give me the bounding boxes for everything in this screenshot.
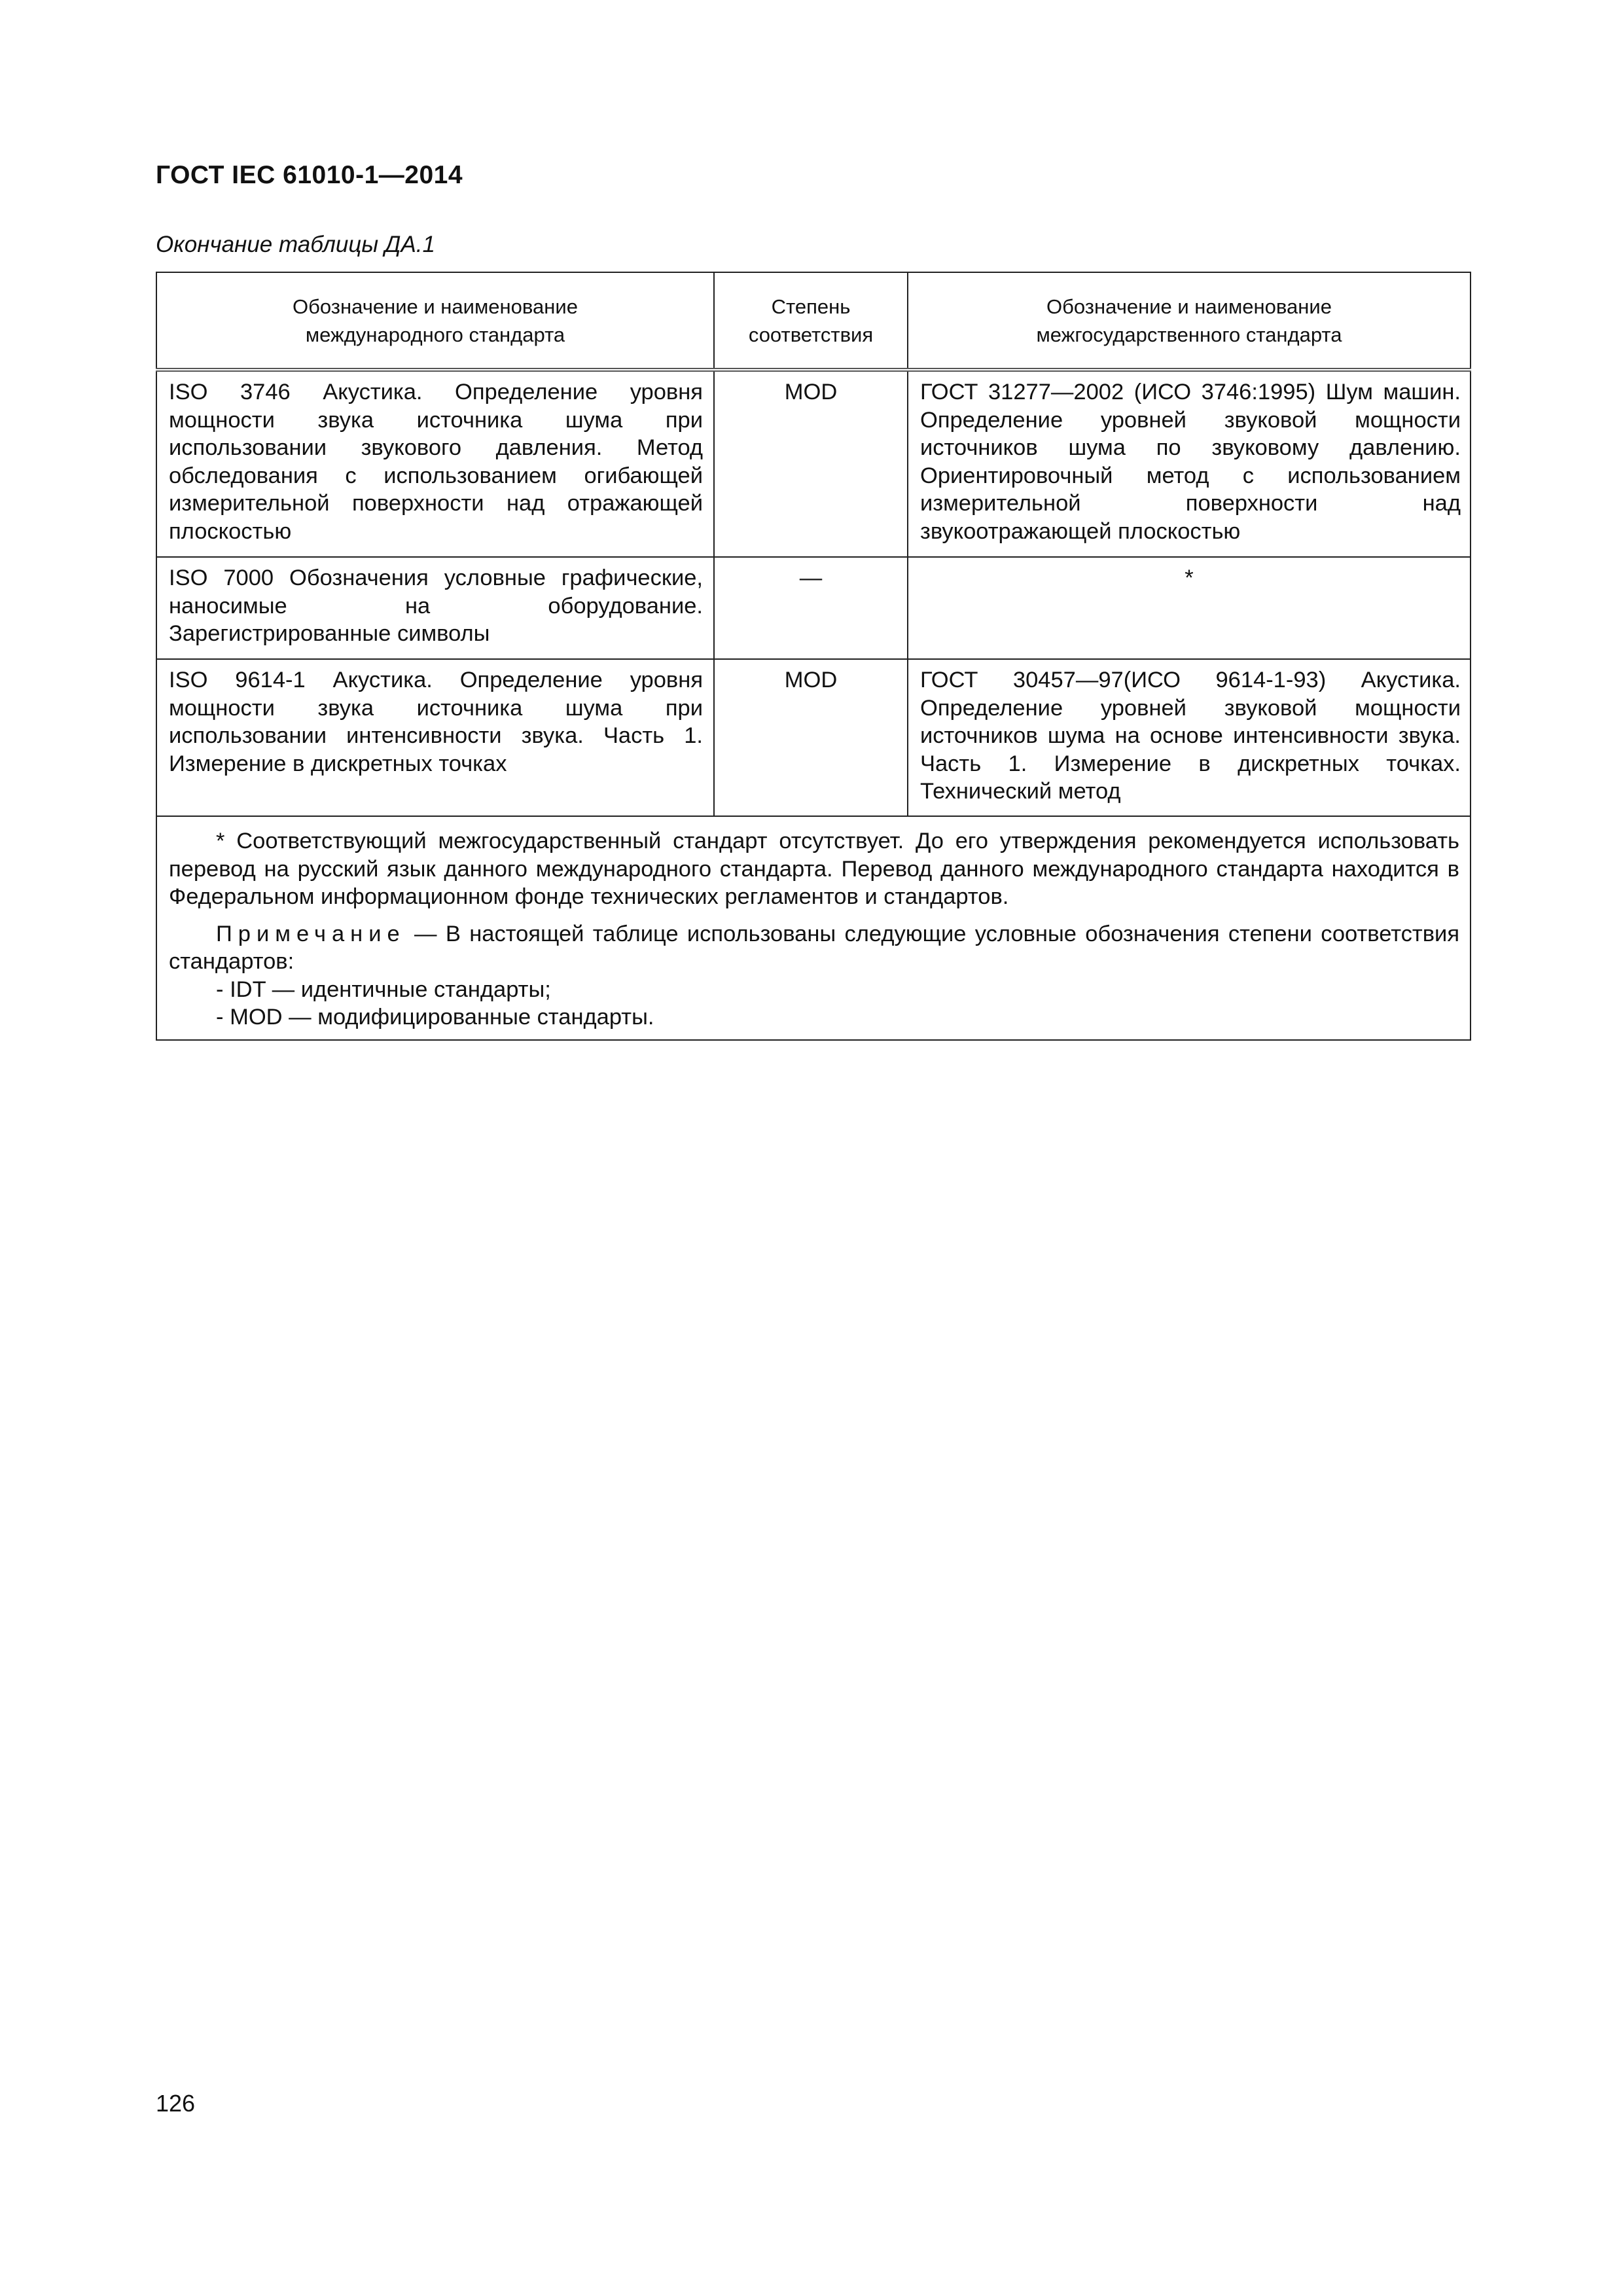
document-header: ГОСТ IEC 61010-1—2014 (156, 161, 463, 189)
footnote-text: * Соответствующий межгосударственный стандарт отсутствует. До его утверждения рекомендуется использовать перевод на русский язык данного международного стандарта. Перевод данного международного стандарта находится в Федеральном информационном фонде технических регламентов и стандартов. (169, 829, 1459, 909)
note-list-item: - MOD — модифицированные стандарты. (216, 1005, 654, 1030)
note-label: Примечание (216, 921, 406, 946)
column-header-international: Обозначение и наименование международного стандарта (156, 272, 714, 370)
note-text: — В настоящей таблице использованы следующие условные обозначения степени соответствия стандартов: (169, 921, 1460, 974)
standards-table (156, 272, 1471, 1041)
degree-cell: MOD (714, 659, 908, 816)
degree-cell: MOD (714, 370, 908, 557)
table-header-row (156, 272, 1471, 370)
table-row (156, 370, 1471, 557)
page-number: 126 (156, 2090, 196, 2117)
note-list-item: - IDT — идентичные стандарты; (216, 977, 551, 1002)
interstate-standard-cell: ГОСТ 31277—2002 (ИСО 3746:1995) Шум машин. Определение уровней звуковой мощности источников шума по звуковому давлению. Ориентировочный метод с использованием измерительной поверхности над звукоотражающей плоскостью (908, 370, 1471, 557)
interstate-standard-cell: ГОСТ 30457—97(ИСО 9614-1-93) Акустика. Определение уровней звуковой мощности источников шума на основе интенсивности звука. Часть 1. Измерение в дискретных точках. Технический метод (908, 659, 1471, 816)
interstate-standard-cell: * (908, 557, 1471, 659)
column-header-degree: Степень соответствия (714, 272, 908, 370)
table-row (156, 659, 1471, 816)
table-footnote-row (156, 816, 1471, 1040)
international-standard-cell: ISO 7000 Обозначения условные графические, наносимые на оборудование. Зарегистрированные символы (156, 557, 714, 659)
column-header-interstate: Обозначение и наименование межгосударственного стандарта (908, 272, 1471, 370)
table-row (156, 557, 1471, 659)
international-standard-cell: ISO 3746 Акустика. Определение уровня мощности звука источника шума при использовании звукового давления. Метод обследования с использованием огибающей измерительной поверхности над отражающей плоскостью (156, 370, 714, 557)
degree-cell: — (714, 557, 908, 659)
table-caption: Окончание таблицы ДА.1 (156, 232, 435, 257)
note-list (169, 976, 1459, 1031)
note-paragraph (169, 920, 1459, 976)
international-standard-cell: ISO 9614-1 Акустика. Определение уровня мощности звука источника шума при использовании интенсивности звука. Часть 1. Измерение в дискретных точках (156, 659, 714, 816)
footnote-cell (156, 816, 1471, 1040)
